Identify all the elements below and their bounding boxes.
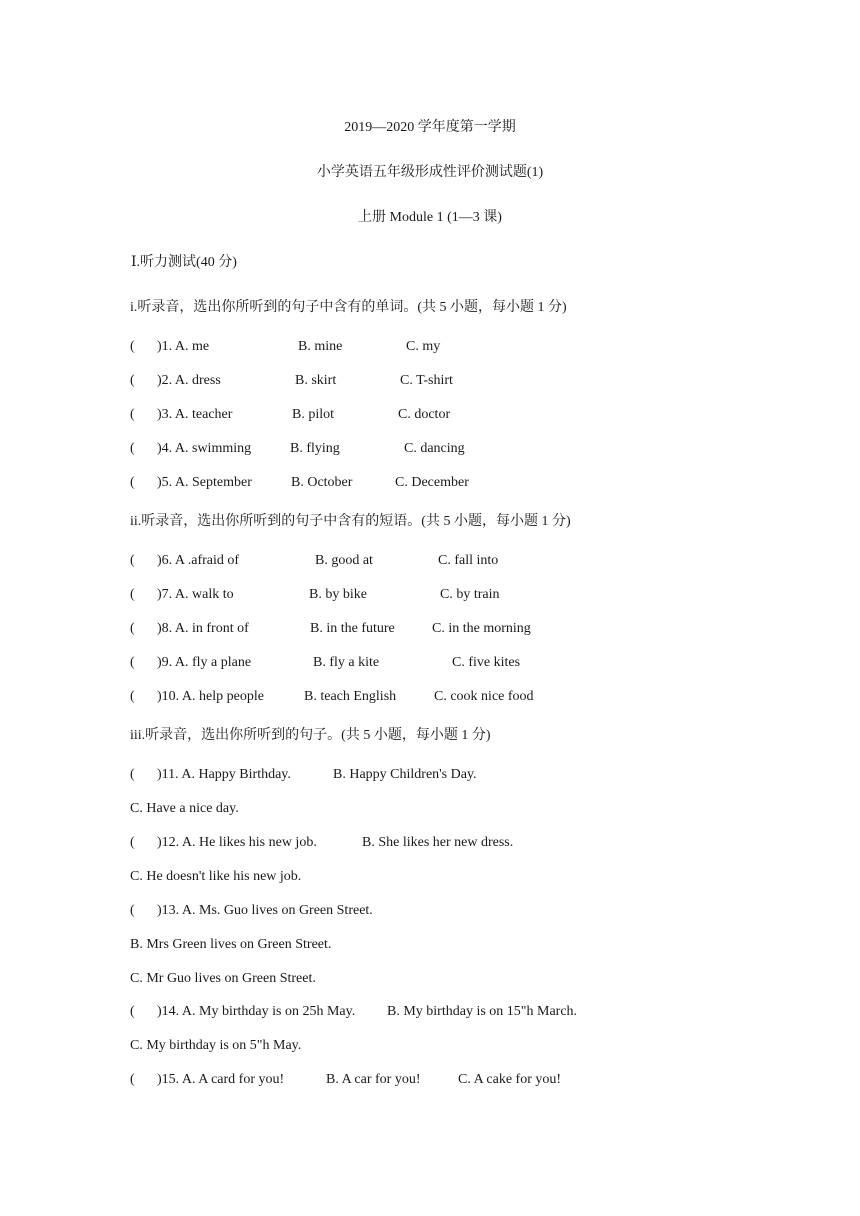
- question-row: [130, 1002, 730, 1022]
- question-row: [130, 1070, 730, 1090]
- option-a: )3. A. teacher: [157, 407, 233, 422]
- option-a: )11. A. Happy Birthday.: [157, 767, 291, 782]
- option-a: )13. A. Ms. Guo lives on Green Street.: [157, 903, 373, 918]
- option-c: C. my: [406, 339, 441, 354]
- answer-paren: (: [130, 621, 135, 636]
- option-b: B. Happy Children's Day.: [333, 767, 477, 782]
- question-row: [130, 833, 730, 853]
- section-iii-instruction: iii.听录音，选出你所听到的句子。(共 5 小题，每小题 1 分): [130, 728, 491, 743]
- option-b: B. flying: [290, 441, 340, 456]
- answer-paren: (: [130, 339, 135, 354]
- option-c: C. fall into: [438, 553, 499, 568]
- option-a: )12. A. He likes his new job.: [157, 835, 317, 850]
- section-ii-instruction: ii.听录音，选出你所听到的句子中含有的短语。(共 5 小题，每小题 1 分): [130, 514, 571, 529]
- option-b: B. mine: [298, 339, 343, 354]
- question-row: [130, 585, 730, 605]
- question-row: [130, 337, 730, 357]
- option-c: C. by train: [440, 587, 500, 602]
- question-row: [130, 619, 730, 639]
- answer-paren: (: [130, 587, 135, 602]
- option-c: C. doctor: [398, 407, 451, 422]
- option-b: B. Mrs Green lives on Green Street.: [130, 937, 332, 952]
- answer-paren: (: [130, 475, 135, 490]
- option-b: B. October: [291, 475, 353, 490]
- option-c: C. Have a nice day.: [130, 801, 239, 816]
- option-a: )9. A. fly a plane: [157, 655, 252, 670]
- option-b: B. A car for you!: [326, 1072, 421, 1087]
- option-b: B. She likes her new dress.: [362, 835, 514, 850]
- option-a: )1. A. me: [157, 339, 210, 354]
- option-a: )8. A. in front of: [157, 621, 249, 636]
- question-row: [130, 405, 730, 425]
- answer-paren: (: [130, 441, 135, 456]
- question-row: [130, 901, 730, 921]
- option-b: B. pilot: [292, 407, 335, 422]
- option-c: C. dancing: [404, 441, 465, 456]
- answer-paren: (: [130, 407, 135, 422]
- question-row: [130, 765, 730, 785]
- answer-paren: (: [130, 767, 135, 782]
- answer-paren: (: [130, 373, 135, 388]
- option-a: )5. A. September: [157, 475, 252, 490]
- option-c: C. A cake for you!: [458, 1072, 562, 1087]
- option-b: B. in the future: [310, 621, 395, 636]
- section-i-instruction: i.听录音，选出你所听到的句子中含有的单词。(共 5 小题，每小题 1 分): [130, 300, 567, 315]
- exam-title: 小学英语五年级形成性评价测试题(1): [316, 165, 544, 180]
- exam-scope: 上册 Module 1 (1—3 课): [358, 210, 502, 225]
- option-c: C. cook nice food: [434, 689, 534, 704]
- question-row: [130, 653, 730, 673]
- answer-paren: (: [130, 835, 135, 850]
- question-row: [130, 439, 730, 459]
- option-c: C. He doesn't like his new job.: [130, 869, 302, 884]
- option-c: C. T-shirt: [400, 373, 453, 388]
- option-c: C. five kites: [452, 655, 521, 670]
- question-row: [130, 551, 730, 571]
- question-row: [130, 473, 730, 493]
- answer-paren: (: [130, 1072, 135, 1087]
- question-row: [130, 687, 730, 707]
- option-a: )7. A. walk to: [157, 587, 234, 602]
- option-a: )6. A .afraid of: [157, 553, 240, 568]
- option-b: B. skirt: [295, 373, 337, 388]
- option-b: B. fly a kite: [313, 655, 380, 670]
- answer-paren: (: [130, 553, 135, 568]
- option-b: B. My birthday is on 15"h March.: [387, 1004, 578, 1019]
- answer-paren: (: [130, 1004, 135, 1019]
- option-c: C. My birthday is on 5"h May.: [130, 1038, 302, 1053]
- question-row: [130, 371, 730, 391]
- option-b: B. teach English: [304, 689, 397, 704]
- option-a: )10. A. help people: [157, 689, 264, 704]
- part1-heading: Ⅰ.听力测试(40 分): [131, 255, 237, 270]
- option-a: )2. A. dress: [157, 373, 221, 388]
- option-a: )15. A. A card for you!: [157, 1072, 285, 1087]
- option-a: )4. A. swimming: [157, 441, 252, 456]
- option-a: )14. A. My birthday is on 25h May.: [157, 1004, 356, 1019]
- option-b: B. good at: [315, 553, 373, 568]
- option-b: B. by bike: [309, 587, 367, 602]
- answer-paren: (: [130, 903, 135, 918]
- option-c: C. December: [395, 475, 469, 490]
- answer-paren: (: [130, 689, 135, 704]
- exam-year: 2019—2020 学年度第一学期: [344, 120, 516, 135]
- answer-paren: (: [130, 655, 135, 670]
- option-c: C. Mr Guo lives on Green Street.: [130, 971, 316, 986]
- option-c: C. in the morning: [432, 621, 531, 636]
